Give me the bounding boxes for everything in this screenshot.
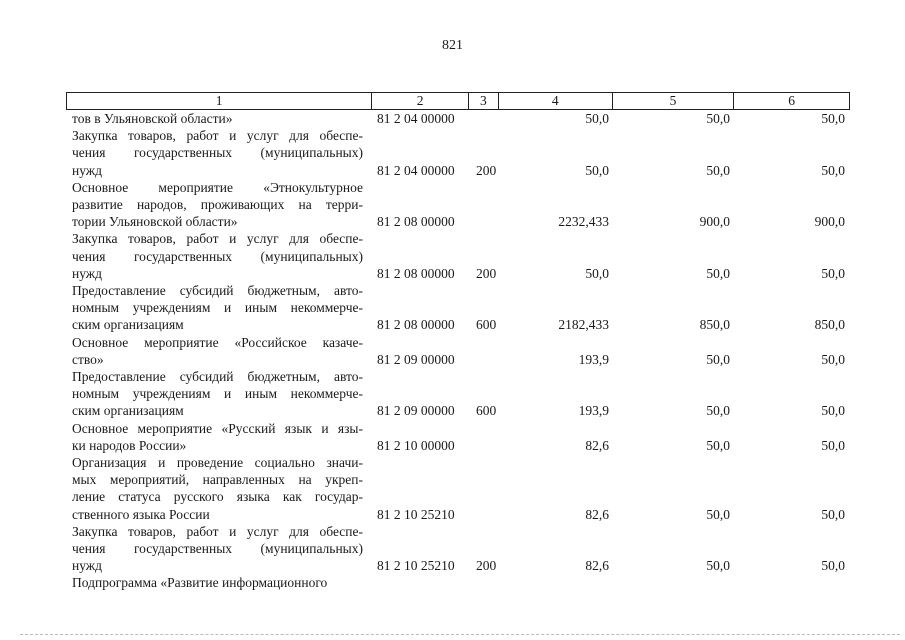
bottom-divider [20,634,900,635]
table-row [0,230,905,282]
header-col-3: 3 [469,93,499,109]
row-name-line: Закупка товаров, работ и услуг для обеспе- [72,231,363,247]
table-row [0,179,905,231]
row-name [72,368,363,420]
row-vr: 200 [476,558,497,574]
row-value-6: 50,0 [821,437,845,453]
row-value-5: 50,0 [706,265,730,281]
table-row [0,110,905,127]
row-value-4: 82,6 [585,558,609,574]
row-name-line: Закупка товаров, работ и услуг для обеспе- [72,523,363,539]
header-col-5: 5 [613,93,735,109]
row-code: 81 2 10 25210 [377,558,455,574]
header-col-6: 6 [788,93,795,108]
row-name-line: тории Ульяновской области» [72,214,238,230]
row-name [72,230,363,282]
row-value-4: 50,0 [585,265,609,281]
row-name [72,179,363,231]
row-name-line: Закупка товаров, работ и услуг для обеспе- [72,128,363,144]
row-value-6: 50,0 [821,111,845,126]
header-col-1: 1 [67,93,372,109]
row-value-6: 50,0 [821,162,845,178]
row-code: 81 2 10 00000 [377,437,455,453]
row-value-6: 50,0 [821,351,845,367]
row-value-5: 50,0 [706,437,730,453]
table-row [0,127,905,179]
table-header [66,92,850,110]
row-vr: 200 [476,162,497,178]
row-name [72,454,363,523]
row-name-line: ственного языка России [72,506,210,522]
row-code: 81 2 08 00000 [377,317,455,333]
row-name-line: Предоставление субсидий бюджетным, авто- [72,283,363,299]
table-row [0,574,905,591]
table-row [0,334,905,368]
row-name-line: Подпрограмма «Развитие информационного [72,575,328,591]
row-value-5: 900,0 [699,214,730,230]
row-value-5: 50,0 [706,111,730,126]
table-row [0,368,905,420]
row-value-5: 50,0 [706,558,730,574]
table-row [0,523,905,575]
row-name-line: тов в Ульяновской области» [72,111,233,126]
row-code: 81 2 10 25210 [377,506,455,522]
row-name-line: ским организациям [72,317,184,333]
row-value-4: 82,6 [585,506,609,522]
row-value-4: 50,0 [585,111,609,126]
row-name-line: Основное мероприятие «Российское казаче- [72,334,363,350]
row-name-line: ство» [72,351,104,367]
row-code: 81 2 04 00000 [377,111,455,126]
row-value-4: 193,9 [578,351,609,367]
row-vr: 600 [476,317,497,333]
row-value-5: 50,0 [706,351,730,367]
page-number: 821 [442,38,463,53]
row-vr: 200 [476,265,497,281]
row-value-5: 850,0 [699,317,730,333]
row-value-6: 50,0 [821,506,845,522]
row-value-5: 50,0 [706,162,730,178]
row-name [72,127,363,179]
row-value-6: 50,0 [821,558,845,574]
row-name-line: Организация и проведение социально значи- [72,455,363,471]
row-name-line: нужд [72,558,102,574]
row-name [72,523,363,575]
row-name-line: чения государственных (муниципальных) [72,541,363,557]
row-name-line: ки народов России» [72,437,187,453]
row-value-4: 193,9 [578,403,609,419]
row-name [72,334,363,368]
row-name-line: чения государственных (муниципальных) [72,145,363,161]
header-col-4: 4 [499,93,613,109]
row-name-line: Основное мероприятие «Этнокультурное [72,179,363,195]
row-value-6: 900,0 [814,214,845,230]
row-name-line: мых мероприятий, направленных на укреп- [72,472,363,488]
row-name [72,574,363,591]
row-value-5: 50,0 [706,403,730,419]
table-row [0,282,905,334]
row-name-line: номным учреждениям и иным некоммерче- [72,386,363,402]
row-value-6: 50,0 [821,403,845,419]
row-value-5: 50,0 [706,506,730,522]
row-code: 81 2 09 00000 [377,351,455,367]
row-name-line: Основное мероприятие «Русский язык и язы- [72,420,363,436]
table-row [0,454,905,523]
row-value-6: 850,0 [814,317,845,333]
row-name-line: развитие народов, проживающих на терри- [72,197,363,213]
row-name-line: номным учреждениям и иным некоммерче- [72,300,363,316]
row-code: 81 2 04 00000 [377,162,455,178]
row-value-4: 50,0 [585,162,609,178]
row-name-line: чения государственных (муниципальных) [72,248,363,264]
row-code: 81 2 08 00000 [377,265,455,281]
row-code: 81 2 09 00000 [377,403,455,419]
row-code: 81 2 08 00000 [377,214,455,230]
row-name-line: Предоставление субсидий бюджетным, авто- [72,369,363,385]
row-name-line: нужд [72,265,102,281]
row-value-4: 2232,433 [558,214,609,230]
row-name [72,282,363,334]
table-body [0,110,905,592]
row-name-line: ским организациям [72,403,184,419]
row-name [72,110,363,127]
row-value-6: 50,0 [821,265,845,281]
row-name [72,420,363,454]
header-col-2: 2 [372,93,469,109]
row-value-4: 2182,433 [558,317,609,333]
row-value-4: 82,6 [585,437,609,453]
row-vr: 600 [476,403,497,419]
table-row [0,420,905,454]
row-name-line: нужд [72,162,102,178]
row-name-line: ление статуса русского языка как государ- [72,489,363,505]
